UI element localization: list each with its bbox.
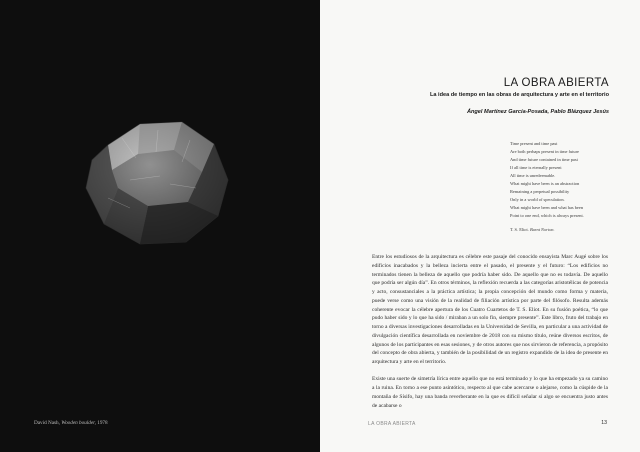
- body-paragraph: Entre los estudiosos de la arquitectura es célebre este pasaje del conocido ensayista Marc Augé sobre los edificios inacabados y la belleza incierta entre el pasado, el presente y el futuro: “Los edificios no terminados tienen la belleza de aquello que podría haber sido. De aquello que no es todavía. De aquello que podría ser algún día”. En otros términos, la reflexión recuerda a las categorías aristotélicas de potencia y acto, consustanciales a la práctica artística; la propia concepción del mundo como forma y materia, puede verse como una visión de la realidad de filiación artística por parte del filósofo. Resulta además coherente evocar la célebre apertura de los Cuatro Cuartetos de T. S. Eliot. En su fusión poética, “lo que pudo haber sido y lo que ha sido / miraban a un solo fin, siempre presente”. Este libro, fruto del trabajo en torno a diversas investigaciones desarrolladas en la Universidad de Sevilla, en particular a una actividad de divulgación científica desarrollada en noviembre de 2018 con su mismo título, reúne diversos escritos, de algunos de los participantes en esas sesiones, y de otros autores que nos sirvieron de referencia, a propósito del concepto de obra abierta, y también de la posibilidad de un registro expandido de la idea de presente en arquitectura y arte en el territorio.: [372, 254, 608, 365]
- body-text: [372, 253, 608, 410]
- epigraph-credit-author: T. S. Eliot.: [510, 227, 529, 233]
- caption-author: David Nash,: [34, 420, 60, 426]
- epigraph-line: Time present and time past: [510, 141, 558, 146]
- epigraph-line: What might have been and what has been: [510, 205, 584, 211]
- photo-caption: [34, 420, 108, 426]
- authors: Ángel Martínez García-Posada, Pablo Blázquez Jesús: [466, 109, 609, 115]
- body-paragraph: Existe una suerte de simetría lírica entre aquello que no está terminado y lo que ha empezado ya su camino a la ruina. En torno a ese punto asintótico, respecto al que cabe acercarse o alejarse, como la cúspide de la montaña de Sísifo, hay una banda reverberante en la que es difícil señalar si algo se encuentra justo antes de acabarse o: [372, 376, 608, 409]
- caption-title: Wooden boulder,: [61, 420, 96, 426]
- page-title: LA OBRA ABIERTA: [503, 77, 609, 89]
- epigraph-line: Are both perhaps present in time future: [510, 149, 580, 155]
- epigraph: [510, 140, 630, 235]
- epigraph-line: Point to one end, which is always present.: [510, 213, 584, 219]
- page-number: 13: [601, 420, 607, 426]
- epigraph-line: Only in a world of speculation.: [510, 197, 565, 203]
- right-page: [320, 0, 640, 452]
- epigraph-line: Remaining a perpetual possibility: [510, 189, 570, 195]
- caption-year: 1978: [97, 420, 108, 426]
- epigraph-line: What might have been is an abstraction: [510, 181, 580, 187]
- wooden-boulder-photo: [78, 110, 233, 250]
- epigraph-line: All time is unredeemable.: [510, 173, 556, 179]
- epigraph-line: And time future contained in time past: [510, 157, 578, 163]
- epigraph-credit: [510, 226, 630, 234]
- page-subtitle: La idea de tiempo en las obras de arquitectura y arte en el territorio: [429, 92, 609, 98]
- epigraph-line: If all time is eternally present: [510, 165, 562, 171]
- running-head: LA OBRA ABIERTA: [368, 421, 416, 427]
- epigraph-credit-work: Burnt Norton.: [529, 227, 555, 233]
